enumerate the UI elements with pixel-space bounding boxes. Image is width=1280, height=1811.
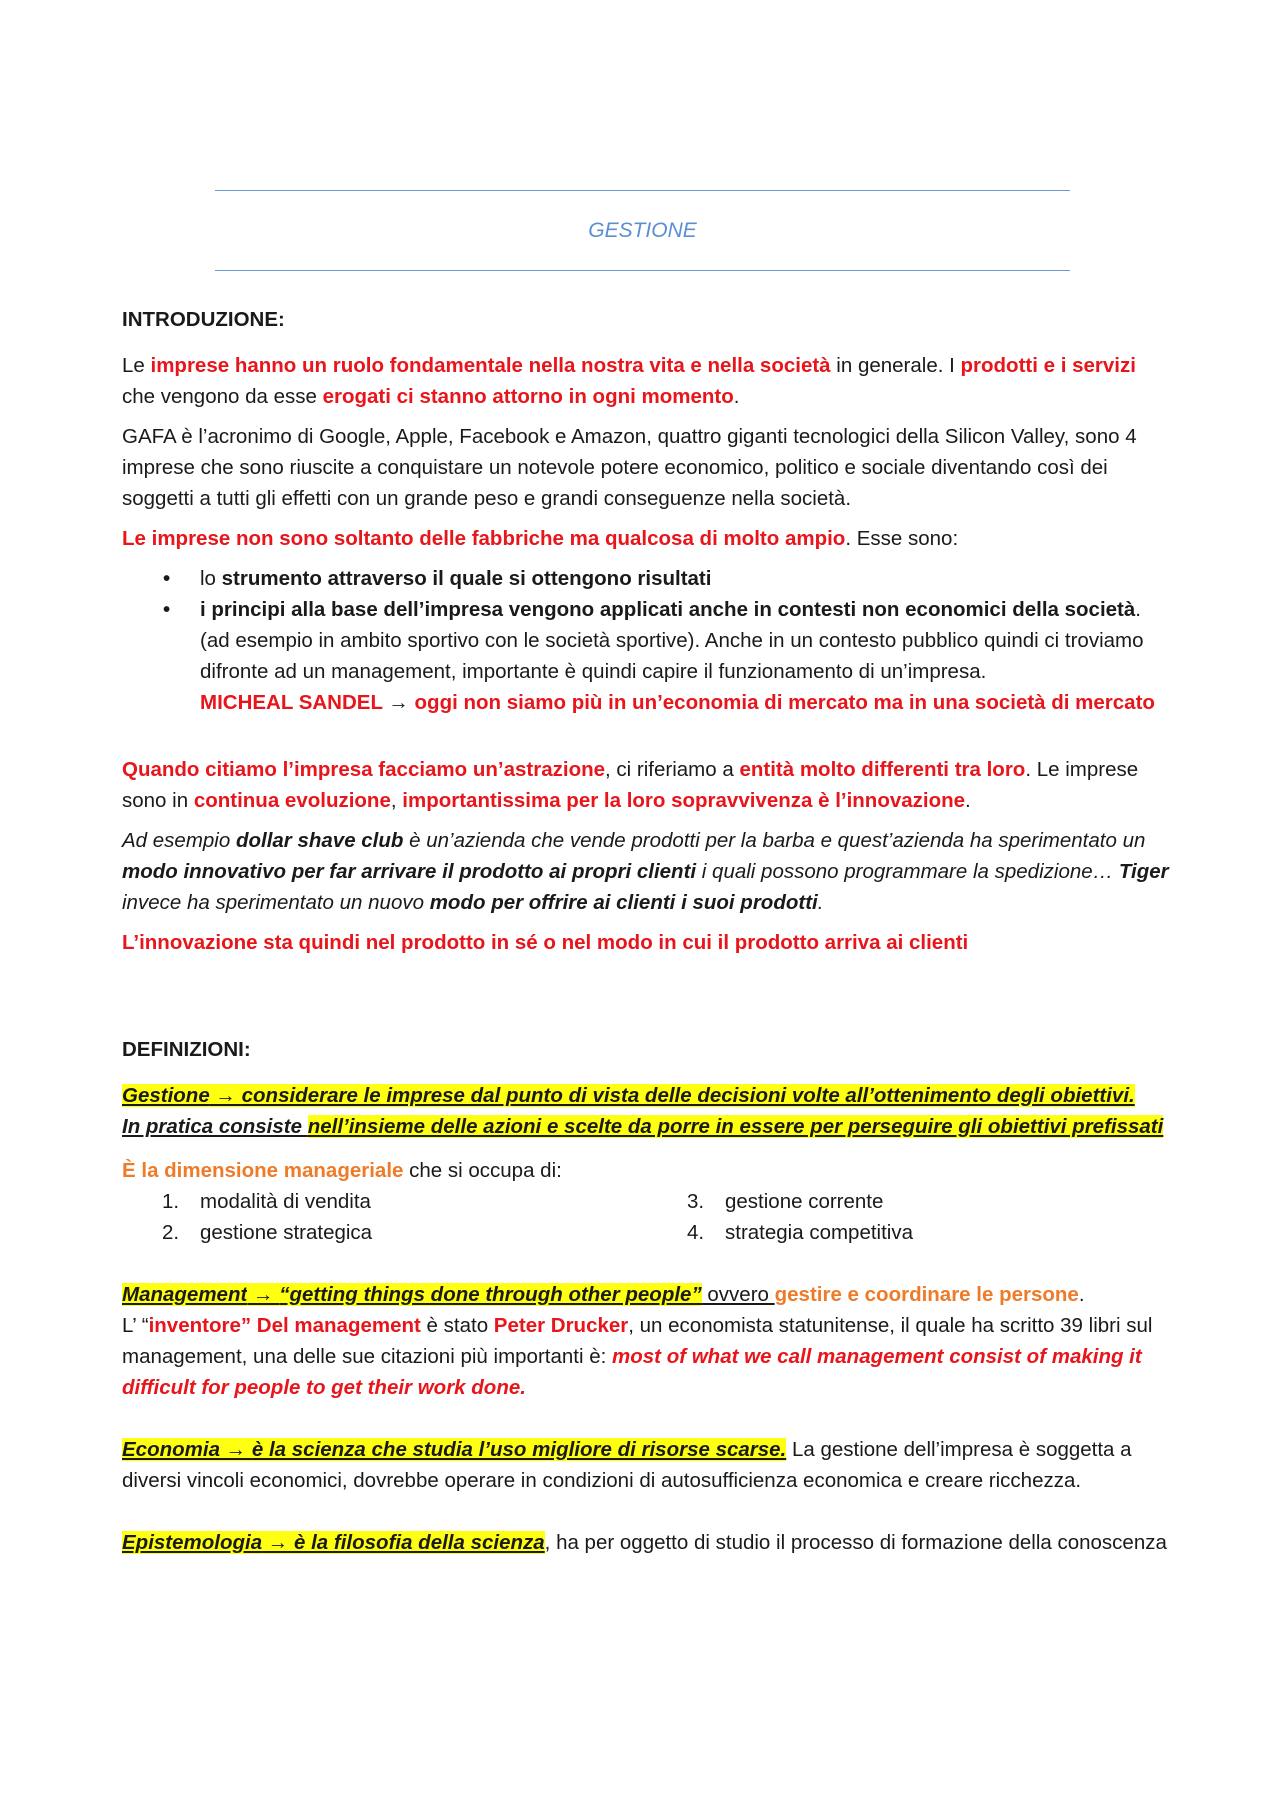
text-run: entità molto differenti tra loro [739,758,1026,781]
arrow-icon: → [219,1438,252,1461]
text-run: Ad esempio [122,829,236,852]
list-item-text: modalità di vendita [200,1190,371,1213]
text-run: modo innovativo per far arrivare il prodotto ai propri clienti [122,860,697,883]
title-block [215,190,1070,271]
list-item-text: strategia competitiva [725,1221,914,1244]
list-item [122,594,1172,718]
dimensione-paragraph [122,1155,1172,1186]
text-run: i principi alla base dell’impresa vengono applicati anche in contesti non economici della società [200,598,1136,621]
text-run: inventore” Del management [148,1314,421,1337]
definition-gestione [122,1080,1172,1142]
text-run: Le [122,354,151,377]
bullet-icon: • [163,567,171,590]
text-run: , [390,789,403,812]
text-run: prodotti e i servizi [960,354,1136,377]
numbered-list-column [647,1186,1172,1248]
intro-heading: INTRODUZIONE: [122,308,285,331]
term-epistemologia: Epistemologia [122,1531,263,1554]
term-gestione: Gestione [122,1084,210,1107]
intro-paragraph-1 [122,350,1172,412]
text-run: “getting things done through other people” [279,1283,702,1306]
text-run: most of what we call management consist of making it difficult for people to get their work done. [122,1345,1142,1399]
text-run: . Esse sono: [845,527,959,550]
text-run: è la scienza che studia l’uso migliore di risorse scarse. [251,1438,787,1461]
intro-paragraph-conclusion: L’innovazione sta quindi nel prodotto in sé o nel modo in cui il prodotto arriva ai clienti [122,931,969,954]
text-run: Tiger [1118,860,1169,883]
text-run: In pratica consiste [122,1115,308,1138]
arrow-icon: → [247,1283,280,1306]
list-number: 1. [162,1190,180,1213]
text-run: . Le imprese sono in [122,758,1139,812]
text-run: nell’insieme delle azioni e scelte da porre in essere per perseguire gli obiettivi prefissati [307,1115,1164,1138]
definition-economia [122,1434,1172,1496]
text-run: . (ad esempio in ambito sportivo con le società sportive). Anche in un contesto pubblico quindi ci troviamo difronte ad un management, importante è quindi capire il funzionamento di un’impresa. [200,598,1144,683]
text-run: gestire e coordinare le persone [774,1283,1079,1306]
text-run: . [817,891,824,914]
text-run: dollar shave club [235,829,404,852]
list-number: 4. [687,1221,705,1244]
text-run: È la dimensione manageriale [122,1159,404,1182]
intro-paragraph-3 [122,523,1172,554]
text-run: imprese hanno un ruolo fondamentale nella nostra vita e nella società [150,354,831,377]
text-run: . [965,789,971,812]
list-number: 3. [687,1190,705,1213]
intro-paragraph-4 [122,754,1172,816]
text-run: L’ “ [122,1314,149,1337]
text-run: in generale. I [830,354,961,377]
term-management: Management [122,1283,248,1306]
numbered-list [122,1186,1172,1248]
term-economia: Economia [122,1438,220,1461]
list-item-text: gestione strategica [200,1221,373,1244]
list-item [122,1217,647,1248]
text-run: è un’azienda che vende prodotti per la barba e quest’azienda ha sperimentato un [403,829,1146,852]
text-run: continua evoluzione [193,789,391,812]
text-run: . [1078,1283,1085,1306]
text-run: importantissima per la loro sopravvivenza è l’innovazione [402,789,966,812]
list-item [122,1186,647,1217]
text-run: . [733,385,740,408]
arrow-icon: → [382,691,415,714]
bullet-icon: • [163,598,171,621]
list-item-text: gestione corrente [725,1190,884,1213]
definition-management [122,1279,1172,1403]
arrow-icon: → [262,1531,295,1554]
intro-paragraph-gafa: GAFA è l’acronimo di Google, Apple, Facebook e Amazon, quattro giganti tecnologici della Silicon Valley, sono 4 imprese che sono riuscite a conquistare un notevole potere economico, politico e sociale diventando così dei soggetti a tutti gli effetti con un grande peso e grandi conseguenze nella società. [122,425,1137,510]
list-number: 2. [162,1221,180,1244]
text-run: strumento attraverso il quale si ottengono risultati [221,567,712,590]
document-body [122,304,1172,1558]
text-run: che vengono da esse [122,385,323,408]
text-run: lo [200,567,222,590]
text-run: è stato [420,1314,494,1337]
title-bottom-rule [215,270,1070,271]
page-title: GESTIONE [588,219,697,242]
numbered-list-column [122,1186,647,1248]
bullet-list [122,563,1172,718]
intro-paragraph-example [122,825,1172,918]
text-run: considerare le imprese dal punto di vista delle decisioni volte all’ottenimento degli obiettivi. [241,1084,1135,1107]
text-run: , ha per oggetto di studio il processo di formazione della conoscenza [544,1531,1167,1554]
text-run: oggi non siamo più in un’economia di mercato ma in una società di mercato [414,691,1155,714]
list-item [647,1186,1172,1217]
text-run: Le imprese non sono soltanto delle fabbriche ma qualcosa di molto ampio [122,527,846,550]
text-run: MICHEAL SANDEL [200,691,383,714]
text-run: invece ha sperimentato un nuovo [122,891,430,914]
text-run: La gestione dell’impresa è soggetta a diversi vincoli economici, dovrebbe operare in condizioni di autosufficienza economica e creare ricchezza. [122,1438,1132,1492]
text-run: modo per offrire ai clienti i suoi prodotti [429,891,818,914]
text-run: ovvero [701,1283,775,1306]
title-top-rule [215,190,1070,191]
definizioni-heading: DEFINIZIONI: [122,1038,251,1061]
text-run: erogati ci stanno attorno in ogni momento [322,385,734,408]
text-run: Peter Drucker [493,1314,629,1337]
text-run: , un economista statunitense, il quale ha scritto 39 libri sul management, una delle sue citazioni più importanti è: [122,1314,1153,1368]
text-run: che si occupa di: [403,1159,562,1182]
list-item [647,1217,1172,1248]
definition-epistemologia [122,1527,1172,1558]
arrow-icon: → [209,1084,242,1107]
text-run: è la filosofia della scienza [294,1531,545,1554]
text-run: i quali possono programmare la spedizione… [696,860,1119,883]
text-run: Quando citiamo l’impresa facciamo un’astrazione [122,758,606,781]
list-item [122,563,1172,594]
text-run: , ci riferiamo a [605,758,740,781]
